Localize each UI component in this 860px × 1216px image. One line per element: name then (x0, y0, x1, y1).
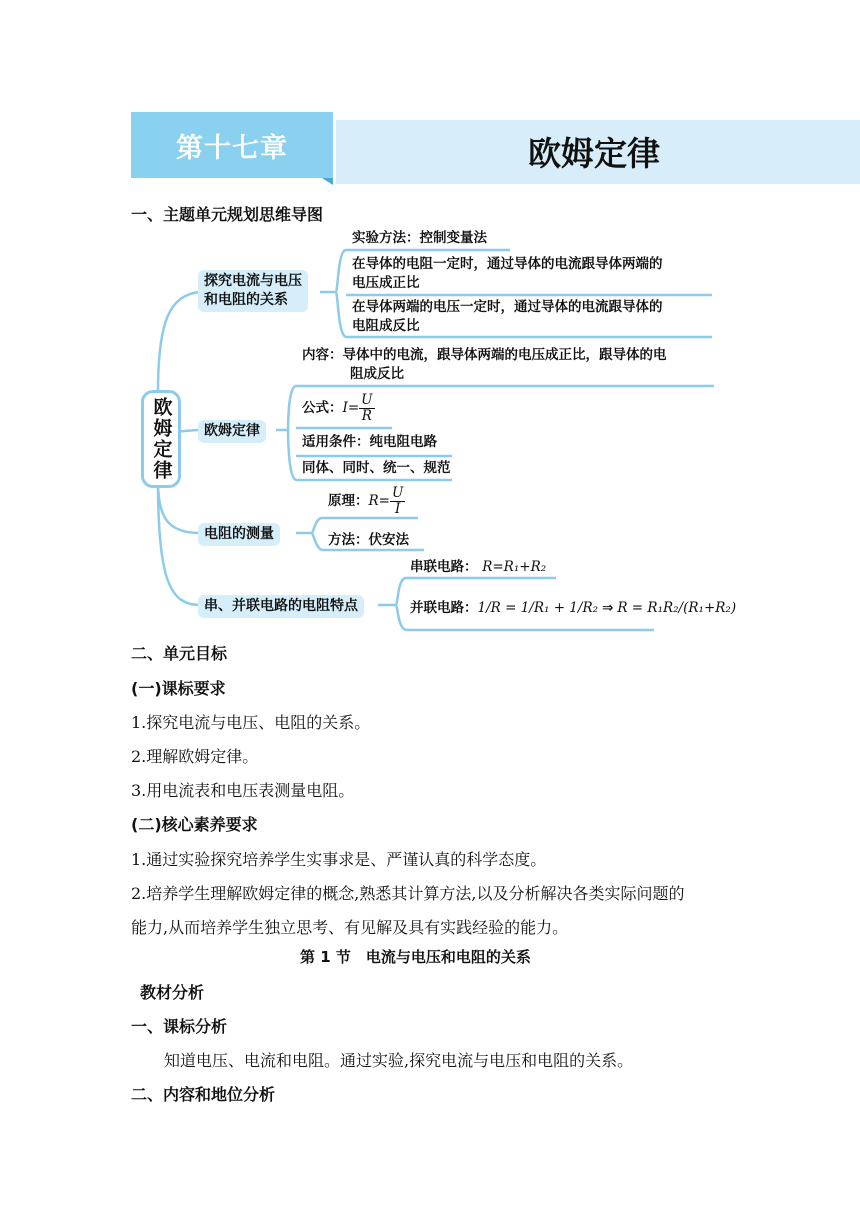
mindmap-root-label: 欧姆定律 (150, 397, 173, 481)
chapter-number: 第十七章 (176, 132, 288, 164)
curriculum-analysis-text: 知道电压、电流和电阻。通过实验,探究电流与电压和电阻的关系。 (164, 1051, 634, 1070)
formula-label: 公式： (302, 399, 343, 416)
branch-explore-label-1: 探究电流与电压 (204, 273, 302, 289)
branch-explore-relation (198, 270, 308, 312)
leaf-parallel-circuit (410, 588, 736, 628)
series-formula: R=R₁+R₂ (482, 559, 547, 575)
goal-item: 2.培养学生理解欧姆定律的概念,熟悉其计算方法,以及分析解决各类实际问题的 (131, 884, 685, 903)
leaf-applicable-condition: 适用条件：纯电阻电路 (302, 434, 437, 450)
branch-series-parallel-label: 串、并联电路的电阻特点 (204, 598, 358, 614)
parallel-label: 并联电路： (410, 599, 478, 616)
parallel-formula-a: 1/R = 1/R₁ + 1/R₂ (477, 599, 599, 616)
leaf-principle (328, 484, 405, 518)
leaf-voltage-constant-1: 在导体两端的电压一定时，通过导体的电流跟导体的 (352, 299, 663, 315)
subheading-curriculum: (一)课标要求 (131, 679, 226, 698)
parallel-formula-b: R = R₁R₂/(R₁+R₂) (617, 599, 737, 616)
leaf-law-content-1: 内容：导体中的电流，跟导体两端的电压成正比，跟导体的电 (302, 347, 667, 363)
lesson-title: 第 1 节 电流与电压和电阻的关系 (300, 948, 531, 966)
leaf-resistance-constant-1: 在导体的电阻一定时，通过导体的电流跟导体两端的 (352, 256, 663, 272)
material-analysis-heading: 教材分析 (140, 983, 205, 1002)
principle-lhs: R= (368, 492, 390, 509)
principle-denominator: I (395, 500, 401, 517)
leaf-method: 方法：伏安法 (328, 532, 409, 548)
leaf-voltage-constant-2: 电阻成反比 (352, 318, 420, 334)
subheading-core-literacy: (二)核心素养要求 (131, 815, 258, 834)
leaf-experiment-method: 实验方法：控制变量法 (352, 230, 487, 246)
branch-ohms-law (198, 420, 266, 443)
section-heading-curriculum-analysis: 一、课标分析 (131, 1017, 228, 1036)
section-heading-goals: 二、单元目标 (131, 644, 228, 663)
chapter-title: 欧姆定律 (528, 134, 660, 173)
leaf-series-circuit (410, 558, 546, 577)
section-heading-mindmap: 一、主题单元规划思维导图 (131, 205, 324, 224)
goal-item: 能力,从而培养学生独立思考、有见解及具有实践经验的能力。 (131, 918, 569, 937)
branch-resistance-measurement (198, 523, 280, 546)
principle-label: 原理： (328, 492, 369, 509)
leaf-resistance-constant-2: 电压成正比 (352, 275, 420, 291)
mindmap-root (141, 390, 181, 488)
formula-numerator: U (361, 391, 373, 408)
principle-numerator: U (391, 484, 404, 501)
goal-item: 1.探究电流与电压、电阻的关系。 (131, 713, 371, 732)
goal-item: 3.用电流表和电压表测量电阻。 (131, 781, 355, 800)
branch-series-parallel (198, 595, 364, 618)
branch-ohms-law-label: 欧姆定律 (204, 423, 260, 439)
leaf-formula (302, 390, 375, 426)
goal-item: 2.理解欧姆定律。 (131, 747, 259, 766)
leaf-usage-rule: 同体、同时、统一、规范 (302, 460, 451, 476)
formula-denominator: R (361, 407, 372, 424)
section-heading-content-position: 二、内容和地位分析 (131, 1085, 276, 1104)
series-label: 串联电路： (410, 559, 478, 575)
branch-explore-label-2: 和电阻的关系 (204, 292, 288, 308)
parallel-arrow: ⇒ (602, 599, 614, 616)
goal-item: 1.通过实验探究培养学生实事求是、严谨认真的科学态度。 (131, 850, 547, 869)
formula-lhs: I= (342, 399, 360, 416)
leaf-law-content-2: 阻成反比 (350, 366, 404, 382)
branch-resistance-label: 电阻的测量 (204, 526, 274, 542)
